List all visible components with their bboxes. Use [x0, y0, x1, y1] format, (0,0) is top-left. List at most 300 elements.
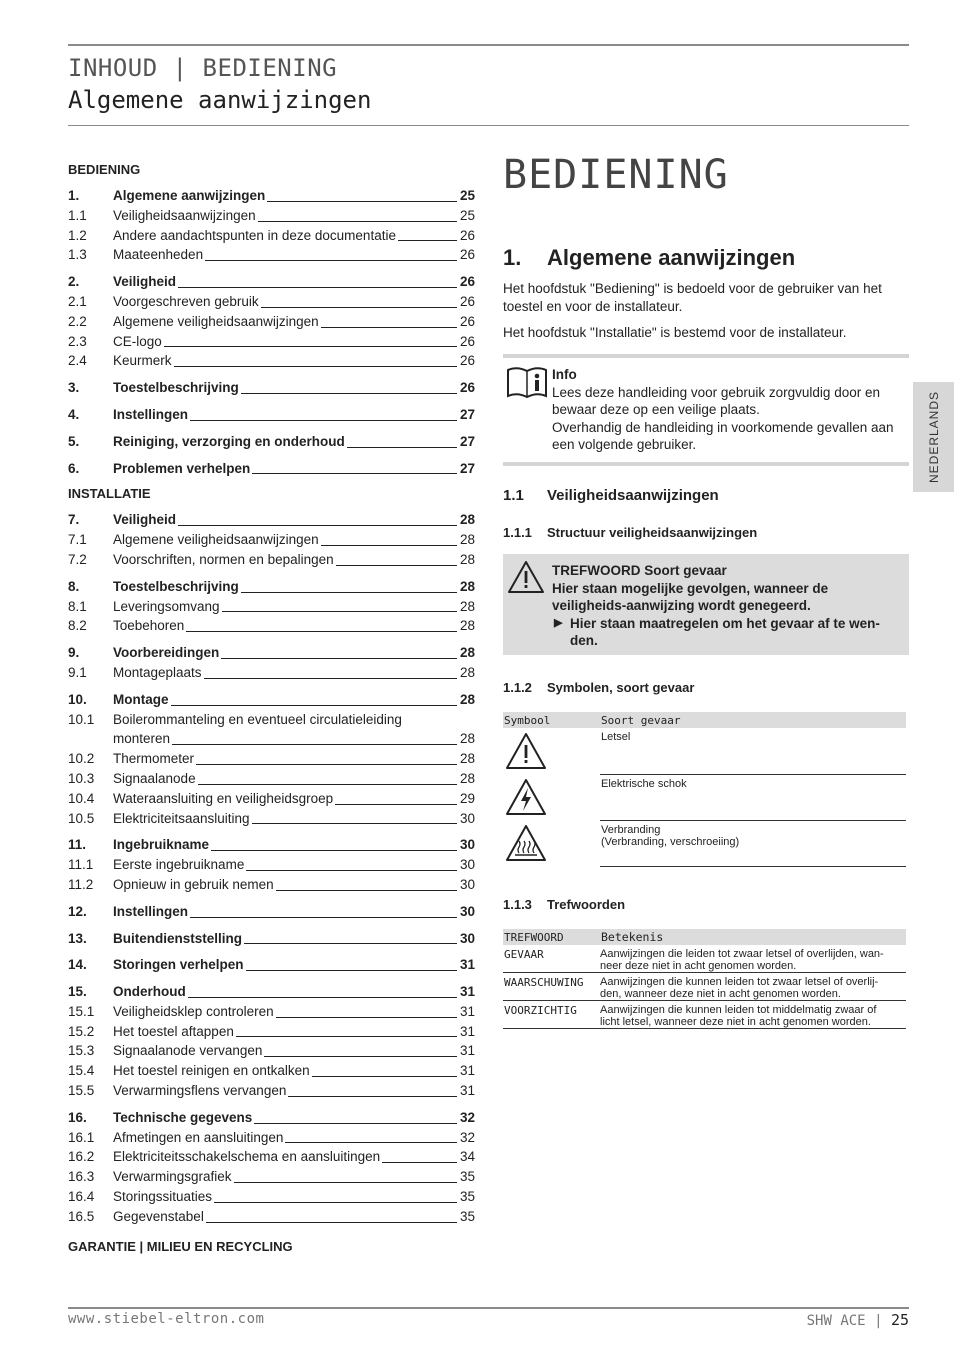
toc-entry-page: 28 [459, 664, 475, 680]
toc-entry-page: 31 [459, 1003, 475, 1019]
table-cell-line: Verbranding [601, 823, 661, 836]
warning-title: TREFWOORD Soort gevaar [552, 563, 727, 578]
info-text: Overhandig de handleiding in voorkomende gevallen aan een volgende gebruiker. [552, 419, 894, 452]
toc-entry-number: 8.1 [68, 598, 87, 614]
bullet-arrow-icon: ▶ [554, 616, 563, 629]
toc-entry-title: Voorschriften, normen en bepalingen [113, 551, 334, 567]
toc-leader [234, 1181, 457, 1183]
toc-leader [222, 610, 457, 612]
toc-entry-number: 15.5 [68, 1083, 95, 1099]
toc-entry-number: 1. [68, 188, 80, 203]
toc-list-bediening [68, 186, 475, 478]
toc-entry-number: 16. [68, 1109, 87, 1125]
header-bottom-rule [68, 125, 909, 126]
toc-entry-title: Leveringsomvang [113, 598, 220, 614]
toc-entry-title: Het toestel aftappen [113, 1023, 234, 1039]
toc-leader [312, 1075, 457, 1077]
toc-leader [258, 220, 457, 222]
table-cell: Elektrische schok [600, 774, 906, 820]
toc-entry-title: Thermometer [113, 751, 195, 767]
toc-leader [254, 1122, 457, 1124]
language-tab [913, 382, 954, 492]
toc-leader [190, 916, 457, 918]
info-box [503, 354, 909, 466]
toc-leader [172, 743, 457, 745]
toc-entry-number: 5. [68, 433, 80, 449]
toc-entry[interactable] [68, 378, 475, 398]
toc-entry-title: Toestelbeschrijving [113, 380, 239, 396]
toc-entry-page: 30 [459, 903, 475, 919]
toc-entry-title: Maateenheden [113, 247, 204, 263]
toc-entry-number: 15. [68, 984, 87, 1000]
toc-entry-title: Voorbereidingen [113, 645, 220, 661]
subsubsection-heading [503, 897, 625, 912]
toc-entry[interactable] [68, 643, 475, 663]
toc-leader [236, 1035, 457, 1037]
toc-leader [321, 544, 457, 546]
info-book-icon [506, 366, 548, 400]
toc-entry-title: Andere aandachtspunten in deze documentatie [113, 227, 396, 243]
toc-entry[interactable] [68, 690, 475, 710]
toc-entry-number: 1.3 [68, 247, 87, 263]
toc-entry-page: 35 [459, 1208, 475, 1224]
toc-entry-title: Technische gegevens [113, 1109, 253, 1125]
toc-entry-number: 10.1 [68, 711, 95, 727]
subsection-heading [503, 487, 719, 504]
toc-entry-number: 14. [68, 957, 87, 973]
toc-entry[interactable] [68, 616, 475, 636]
toc-leader [398, 239, 457, 241]
toc-entry-title: Problemen verhelpen [113, 460, 251, 476]
footer-separator: | [874, 1313, 883, 1329]
toc-entry-number: 8.2 [68, 618, 87, 634]
toc-entry[interactable] [68, 351, 475, 371]
toc-entry-title: monteren [113, 731, 171, 747]
warning-box [503, 554, 909, 655]
toc-section-heading: BEDIENING [68, 162, 141, 177]
toc-entry-page: 30 [459, 857, 475, 873]
section-number: 1. [503, 245, 522, 270]
subsection-title: Veiligheidsaanwijzingen [547, 487, 719, 504]
toc-entry[interactable] [68, 432, 475, 452]
hot-surface-icon [504, 823, 548, 863]
toc-entry-page: 31 [459, 1043, 475, 1059]
toc-entry-number: 15.1 [68, 1003, 95, 1019]
table-row [503, 1001, 906, 1029]
toc-entry[interactable] [68, 749, 475, 769]
toc-entry-page: 30 [459, 837, 475, 853]
subsubsection-number: 1.1.2 [503, 680, 532, 695]
keyword-meaning: den, wanneer deze niet in acht genomen worden. [600, 988, 841, 1000]
toc-entry[interactable] [68, 1167, 475, 1187]
toc-entry-title: Instellingen [113, 406, 189, 422]
toc-entry-page: 35 [459, 1189, 475, 1205]
toc-entry-title: Voorgeschreven gebruik [113, 293, 259, 309]
toc-leader [285, 1141, 457, 1143]
toc-entry-title: Toebehoren [113, 618, 185, 634]
intro-paragraph: Het hoofdstuk "Bediening" is bedoeld voor de gebruiker van het toestel en voor de installateur. [503, 281, 882, 314]
toc-entry-number: 7.2 [68, 551, 87, 567]
keyword-meaning: Aanwijzingen die kunnen leiden tot middelmatig zwaar of [600, 1004, 877, 1016]
toc-entry-number: 10.2 [68, 751, 95, 767]
table-row [503, 820, 906, 866]
toc-entry[interactable] [68, 789, 475, 809]
toc-entry-number: 2. [68, 274, 80, 290]
toc-leader [347, 446, 457, 448]
toc-entry-number: 11.2 [68, 876, 94, 892]
toc-entry-title: Elektriciteitsschakelschema en aansluitingen [113, 1149, 381, 1165]
toc-entry-number: 1.2 [68, 227, 87, 243]
footer-product: SHW ACE [806, 1313, 866, 1329]
table-header: TREFWOORD [503, 929, 600, 945]
toc-leader [264, 1055, 457, 1057]
toc-entry-title: Buitendienststelling [113, 930, 243, 946]
toc-entry[interactable] [68, 855, 475, 875]
toc-entry-page: 35 [459, 1169, 475, 1185]
intro-paragraph: Het hoofdstuk "Installatie" is bestemd voor de installateur. [503, 325, 847, 340]
toc-entry-title: Instellingen [113, 903, 189, 919]
subsubsection-heading [503, 525, 757, 540]
toc-section-heading: INSTALLATIE [68, 486, 151, 502]
warning-triangle-icon [504, 731, 548, 771]
toc-entry-page: 31 [459, 1023, 475, 1039]
toc-entry-title: Reiniging, verzorging en onderhoud [113, 433, 345, 449]
toc-entry-title: Veiligheid [113, 274, 177, 290]
toc-entry-number: 2.4 [68, 353, 87, 369]
toc-leader [178, 286, 457, 288]
toc-entry-number: 9.1 [68, 664, 87, 680]
toc-entry-page: 28 [459, 512, 475, 528]
toc-entry[interactable] [68, 206, 475, 226]
toc-entry[interactable] [68, 1147, 475, 1167]
toc-entry[interactable] [68, 550, 475, 570]
toc-entry-title: Gegevenstabel [113, 1208, 204, 1224]
toc-leader [174, 365, 457, 367]
toc-entry-title: Storingssituaties [113, 1189, 213, 1205]
toc-entry[interactable] [68, 332, 475, 352]
toc-entry[interactable] [68, 1022, 475, 1042]
language-tab-label: NEDERLANDS [926, 390, 941, 484]
toc-entry-page: 34 [459, 1149, 475, 1165]
keyword: VOORZICHTIG [503, 1001, 600, 1029]
info-text: Lees deze handleiding voor gebruik zorgvuldig door en bewaar deze op een veilige plaats. [552, 384, 880, 417]
toc-leader [205, 259, 457, 261]
toc-leader [267, 200, 457, 202]
toc-leader [188, 996, 457, 998]
toc-leader [196, 763, 457, 765]
toc-entry[interactable] [68, 530, 475, 550]
toc-entry[interactable] [68, 292, 475, 312]
footer-rule [68, 1307, 909, 1309]
toc-entry-title: Ingebruikname [113, 837, 210, 853]
warning-triangle-icon [507, 560, 545, 594]
symbol-table [503, 712, 906, 867]
toc-entry-title: Algemene veiligheidsaanwijzingen [113, 532, 319, 548]
toc-entry[interactable] [68, 955, 475, 975]
toc-entry[interactable] [68, 902, 475, 922]
toc-entry[interactable] [68, 245, 475, 265]
table-row [503, 973, 906, 1001]
toc-entry-page: 28 [459, 731, 475, 747]
page-header-subtitle: Algemene aanwijzingen [68, 86, 372, 114]
toc-entry-title: Algemene veiligheidsaanwijzingen [113, 313, 319, 329]
toc-entry-page: 31 [459, 1063, 475, 1079]
toc-entry-title: Eerste ingebruikname [113, 857, 245, 873]
toc-leader [246, 969, 457, 971]
info-title: Info [552, 367, 577, 382]
toc-entry-number: 10. [68, 691, 87, 707]
toc-entry[interactable] [68, 1108, 475, 1128]
chapter-heading: BEDIENING [503, 152, 729, 198]
toc-entry[interactable] [68, 272, 475, 292]
table-cell-line: (Verbranding, verschroeiing) [601, 835, 740, 848]
toc-entry[interactable] [68, 809, 475, 829]
toc-entry[interactable] [68, 1061, 475, 1081]
toc-entry-number: 11.1 [68, 857, 94, 873]
toc-entry-title: CE-logo [113, 333, 162, 349]
toc-leader [198, 783, 457, 785]
toc-leader [171, 704, 458, 706]
toc-entry[interactable] [68, 1207, 475, 1227]
subsubsection-title: Symbolen, soort gevaar [547, 680, 695, 695]
keyword-meaning: Aanwijzingen die kunnen leiden tot zwaar letsel of overlij- [600, 976, 879, 988]
table-row [503, 728, 906, 774]
toc-entry[interactable] [68, 929, 475, 949]
toc-entry-number: 10.4 [68, 790, 95, 806]
subsection-number: 1.1 [503, 487, 524, 504]
toc-entry[interactable] [68, 405, 475, 425]
toc-entry-number: 6. [68, 460, 80, 476]
toc-entry-page: 32 [459, 1109, 475, 1125]
page-number: 25 [890, 1311, 909, 1329]
toc-leader [244, 942, 457, 944]
keyword-meaning: neer deze niet in acht genomen worden. [600, 960, 797, 972]
toc-leader [252, 822, 457, 824]
toc-leader [276, 889, 457, 891]
toc-entry-page: 28 [459, 532, 475, 548]
toc-entry-number: 13. [68, 930, 87, 946]
keyword: WAARSCHUWING [503, 973, 600, 1001]
toc-entry-page: 28 [459, 618, 475, 634]
toc-entry-number: 2.1 [68, 293, 87, 309]
toc-leader [221, 657, 457, 659]
header-top-rule [68, 44, 909, 46]
toc-entry-title: Signaalanode [113, 770, 196, 786]
toc-entry-title: Algemene aanwijzingen [113, 188, 266, 203]
toc-entry-page: 27 [459, 433, 475, 449]
toc-entry-title: Veiligheidsaanwijzingen [113, 207, 256, 223]
subsubsection-number: 1.1.3 [503, 897, 532, 912]
subsubsection-title: Trefwoorden [547, 897, 626, 912]
toc-leader [246, 869, 457, 871]
toc-entry-page: 25 [459, 188, 475, 203]
toc-entry-page: 30 [459, 810, 475, 826]
toc-entry-number: 2.2 [68, 313, 87, 329]
toc-entry-number: 10.3 [68, 770, 95, 786]
toc-entry-title: Montageplaats [113, 664, 202, 680]
toc-leader [204, 677, 457, 679]
toc-entry-page: 27 [459, 406, 475, 422]
toc-entry-number: 7.1 [68, 532, 87, 548]
toc-entry[interactable] [68, 982, 475, 1002]
toc-entry-number: 16.2 [68, 1149, 95, 1165]
toc-leader [164, 345, 457, 347]
toc-list-installatie [68, 510, 475, 1226]
toc-entry-number: 2.3 [68, 333, 87, 349]
toc-entry-number: 3. [68, 380, 80, 396]
toc-entry-number: 8. [68, 578, 80, 594]
toc-entry-title: Verwarmingsflens vervangen [113, 1083, 287, 1099]
toc-entry-page: 28 [459, 645, 475, 661]
toc-entry[interactable] [68, 1041, 475, 1061]
table-header: Symbool [503, 712, 600, 728]
toc-entry-page: 28 [459, 578, 475, 594]
toc-leader [288, 1095, 457, 1097]
toc-entry[interactable] [68, 1081, 475, 1101]
toc-entry-page: 26 [459, 313, 475, 329]
toc-entry-number: 12. [68, 903, 87, 919]
toc-leader [241, 392, 457, 394]
toc-entry-page: 26 [459, 333, 475, 349]
toc-entry-page: 30 [459, 876, 475, 892]
keyword-meaning: Aanwijzingen die leiden tot zwaar letsel of overlijden, wan- [600, 948, 884, 960]
toc-entry-page: 28 [459, 551, 475, 567]
toc-entry-page: 26 [459, 227, 475, 243]
toc-leader [321, 326, 457, 328]
toc-entry-page: 26 [459, 293, 475, 309]
toc-entry-title: Toestelbeschrijving [113, 578, 239, 594]
toc-entry[interactable] [68, 663, 475, 683]
toc-leader [261, 306, 457, 308]
toc-entry-title: Veiligheid [113, 512, 177, 528]
toc-entry-title: Afmetingen en aansluitingen [113, 1129, 284, 1145]
electric-shock-icon [504, 777, 548, 817]
toc-leader [206, 1221, 457, 1223]
toc-entry[interactable] [68, 459, 475, 479]
toc-leader [336, 564, 457, 566]
toc-entry[interactable] [68, 226, 475, 246]
toc-entry-number: 16.1 [68, 1129, 95, 1145]
toc-entry[interactable] [68, 1128, 475, 1148]
toc-leader [382, 1161, 457, 1163]
toc-leader [335, 803, 457, 805]
toc-entry-page: 29 [459, 790, 475, 806]
toc-entry[interactable] [68, 835, 475, 855]
toc-entry[interactable] [68, 312, 475, 332]
toc-entry-number: 10.5 [68, 810, 95, 826]
toc-entry[interactable] [68, 597, 475, 617]
toc-entry-number: 4. [68, 406, 80, 422]
toc-entry-number: 7. [68, 512, 80, 528]
toc-entry-page: 31 [459, 984, 475, 1000]
toc-entry-page: 30 [459, 930, 475, 946]
toc-leader [276, 1016, 457, 1018]
toc-leader [190, 419, 457, 421]
toc-entry-number: 16.3 [68, 1169, 95, 1185]
keyword: GEVAAR [503, 945, 600, 973]
toc-entry[interactable] [68, 710, 475, 730]
toc-entry[interactable] [68, 1187, 475, 1207]
toc-entry-number: 11. [68, 837, 87, 853]
footer-url[interactable]: www.stiebel-eltron.com [68, 1311, 265, 1327]
table-header: Soort gevaar [600, 712, 906, 728]
table-cell: Letsel [600, 728, 906, 774]
toc-entry-page: 28 [459, 751, 475, 767]
table-header: Betekenis [600, 929, 906, 945]
keyword-table [503, 929, 906, 1029]
toc-entry-page: 26 [459, 353, 475, 369]
toc-entry-number: 16.5 [68, 1208, 95, 1224]
footer-page-info [807, 1311, 909, 1329]
toc-entry-page: 28 [459, 598, 475, 614]
toc-entry-title: Storingen verhelpen [113, 957, 244, 973]
toc-entry-title: Het toestel reinigen en ontkalken [113, 1063, 310, 1079]
toc-entry-number: 1.1 [68, 207, 87, 223]
toc-entry-title: Veiligheidsklep controleren [113, 1003, 274, 1019]
toc-entry-title: Onderhoud [113, 984, 186, 1000]
subsubsection-title: Structuur veiligheidsaanwijzingen [547, 525, 758, 540]
toc-entry-title: Elektriciteitsaansluiting [113, 810, 250, 826]
table-row [503, 945, 906, 973]
table-of-contents [68, 158, 475, 1259]
toc-entry[interactable] [68, 186, 475, 206]
toc-entry-title: Opnieuw in gebruik nemen [113, 876, 274, 892]
toc-entry-page: 28 [459, 770, 475, 786]
subsubsection-number: 1.1.1 [503, 525, 532, 540]
toc-entry-page: 26 [459, 380, 475, 396]
toc-entry-title: Montage [113, 691, 169, 707]
toc-entry[interactable] [68, 510, 475, 530]
toc-section-heading: GARANTIE | MILIEU EN RECYCLING [68, 1238, 293, 1254]
toc-leader [214, 1201, 457, 1203]
toc-leader [241, 591, 457, 593]
toc-entry-title: Signaalanode vervangen [113, 1043, 263, 1059]
toc-entry-page: 25 [459, 207, 475, 223]
toc-entry-number: 16.4 [68, 1189, 95, 1205]
subsubsection-heading [503, 680, 694, 695]
warning-action: Hier staan maatregelen om het gevaar af te wen-den. [570, 615, 880, 648]
toc-entry-title: Boilerommanteling en eventueel circulatieleiding [113, 711, 402, 727]
keyword-meaning: licht letsel, wanneer deze niet in acht genomen worden. [600, 1016, 871, 1028]
toc-entry[interactable] [68, 875, 475, 895]
toc-entry-page: 26 [459, 247, 475, 263]
warning-text: Hier staan mogelijke gevolgen, wanneer de veiligheids-aanwijzing wordt genegeerd. [552, 580, 829, 613]
table-cell [600, 820, 906, 866]
toc-entry-page: 28 [459, 691, 475, 707]
page-header-title: INHOUD | BEDIENING [68, 54, 338, 82]
toc-entry-continuation[interactable] [68, 729, 475, 749]
toc-entry-page: 31 [459, 957, 475, 973]
toc-leader [178, 524, 457, 526]
toc-entry-number: 15.4 [68, 1063, 95, 1079]
toc-entry-number: 9. [68, 645, 80, 661]
toc-leader [252, 472, 457, 474]
toc-entry[interactable] [68, 1002, 475, 1022]
toc-entry[interactable] [68, 577, 475, 597]
toc-entry[interactable] [68, 769, 475, 789]
toc-entry-page: 26 [459, 274, 475, 290]
toc-leader [186, 630, 457, 632]
toc-entry-title: Wateraansluiting en veiligheidsgroep [113, 790, 334, 806]
toc-entry-number: 15.3 [68, 1043, 95, 1059]
table-row [503, 774, 906, 820]
toc-entry-page: 31 [459, 1083, 475, 1099]
toc-entry-page: 27 [459, 460, 475, 476]
toc-entry-number: 15.2 [68, 1023, 95, 1039]
section-title: Algemene aanwijzingen [547, 245, 796, 270]
toc-leader [211, 849, 457, 851]
toc-entry-title: Verwarmingsgrafiek [113, 1169, 232, 1185]
